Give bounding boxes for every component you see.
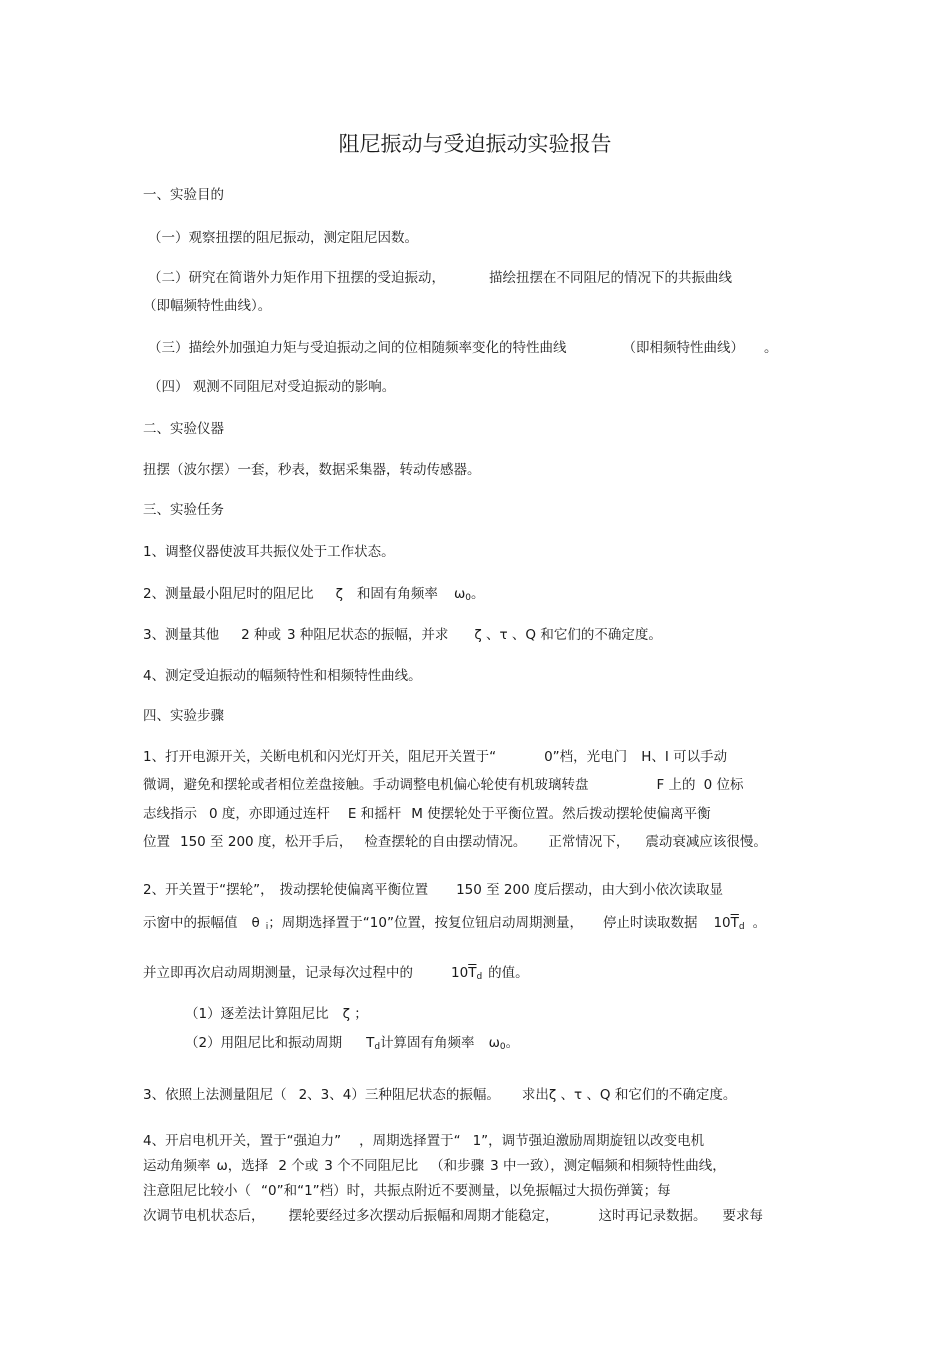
step-1-line-4: 位置 150 至 200 度，松开手后， 检查摆轮的自由摆动情况。 正常情况下， 震动衰减应该很慢。 [143, 834, 767, 850]
step-4-line-4: 次调节电机状态后， 摆轮要经过多次摆动后振幅和周期才能稳定， 这时再记录数据。 要求每 [143, 1208, 763, 1224]
section-heading-objectives: 一、实验目的 [143, 187, 224, 203]
task-4: 4、测定受迫振动的幅频特性和相频特性曲线。 [143, 668, 422, 684]
task-2: 2、测量最小阻尼时的阻尼比 ζ 和固有角频率 $\omega_0$。 [143, 586, 485, 603]
step-3: 3、依照上法测量阻尼（ 2、3、4）三种阻尼状态的振幅。 求出ζ 、τ 、Q 和它们的不确定度。 [143, 1087, 737, 1103]
objective-4: （四） 观测不同阻尼对受迫振动的影响。 [148, 379, 396, 395]
step-2-line-3: 并立即再次启动周期测量，记录每次过程中的 $10\overline{T}_d$ 的值。 [143, 965, 529, 982]
step-1-line-2: 微调，避免和摆轮或者相位差盘接触。手动调整电机偏心轮使有机玻璃转盘 F 上的 0 位标 [143, 777, 744, 793]
objective-2-line-2: （即幅频特性曲线）。 [143, 298, 272, 314]
step-4-line-1: 4、开启电机开关，置于“强迫力” ，周期选择置于“ 1”，调节强迫激励周期旋钮以改变电机 [143, 1133, 705, 1149]
section-heading-instruments: 二、实验仪器 [143, 421, 224, 437]
section-heading-steps: 四、实验步骤 [143, 708, 224, 724]
instruments-list: 扭摆（波尔摆）一套，秒表，数据采集器，转动传感器。 [143, 462, 481, 478]
step-1-line-1: 1、打开电源开关，关断电机和闪光灯开关，阻尼开关置于“ 0”档，光电门 H、I 可以手动 [143, 749, 728, 765]
step-2-line-1: 2、开关置于“摆轮”， 拨动摆轮使偏离平衡位置 150 至 200 度后摆动，由大到小依次读取显 [143, 882, 723, 898]
step-2-sub-2: （2）用阻尼比和振动周期 $T_d$计算固有角频率 $\omega_0$。 [185, 1035, 520, 1052]
task-3: 3、测量其他 2 种或 3 种阻尼状态的振幅，并求 ζ 、τ 、Q 和它们的不确定度。 [143, 627, 662, 643]
objective-1: （一）观察扭摆的阻尼振动，测定阻尼因数。 [148, 230, 418, 246]
objective-3: （三）描绘外加强迫力矩与受迫振动之间的位相随频率变化的特性曲线 （即相频特性曲线） 。 [148, 340, 778, 356]
step-2-sub-1: （1）逐差法计算阻尼比 ζ ； [185, 1006, 368, 1022]
step-2-line-2: 示窗中的振幅值 θ $_i$；周期选择置于“10”位置，按复位钮启动周期测量， 停止时读取数据 $10\overline{T}_d$ 。 [143, 915, 767, 932]
step-4-line-3: 注意阻尼比较小（ “0”和“1”档）时，共振点附近不要测量，以免振幅过大损伤弹簧；每 [143, 1183, 671, 1199]
objective-2-line-1: （二）研究在简谐外力矩作用下扭摆的受迫振动， 描绘扭摆在不同阻尼的情况下的共振曲线 [148, 270, 732, 286]
step-1-line-3: 志线指示 0 度，亦即通过连杆 E 和摇杆 M 使摆轮处于平衡位置。然后拨动摆轮使偏离平衡 [143, 806, 711, 822]
section-heading-tasks: 三、实验任务 [143, 502, 224, 518]
document-title: 阻尼振动与受迫振动实验报告 [338, 132, 612, 156]
step-4-line-2: 运动角频率 ω，选择 2 个或 3 个不同阻尼比 （和步骤 3 中一致），测定幅频和相频特性曲线， [143, 1158, 726, 1174]
task-1: 1、调整仪器使波耳共振仪处于工作状态。 [143, 544, 395, 560]
